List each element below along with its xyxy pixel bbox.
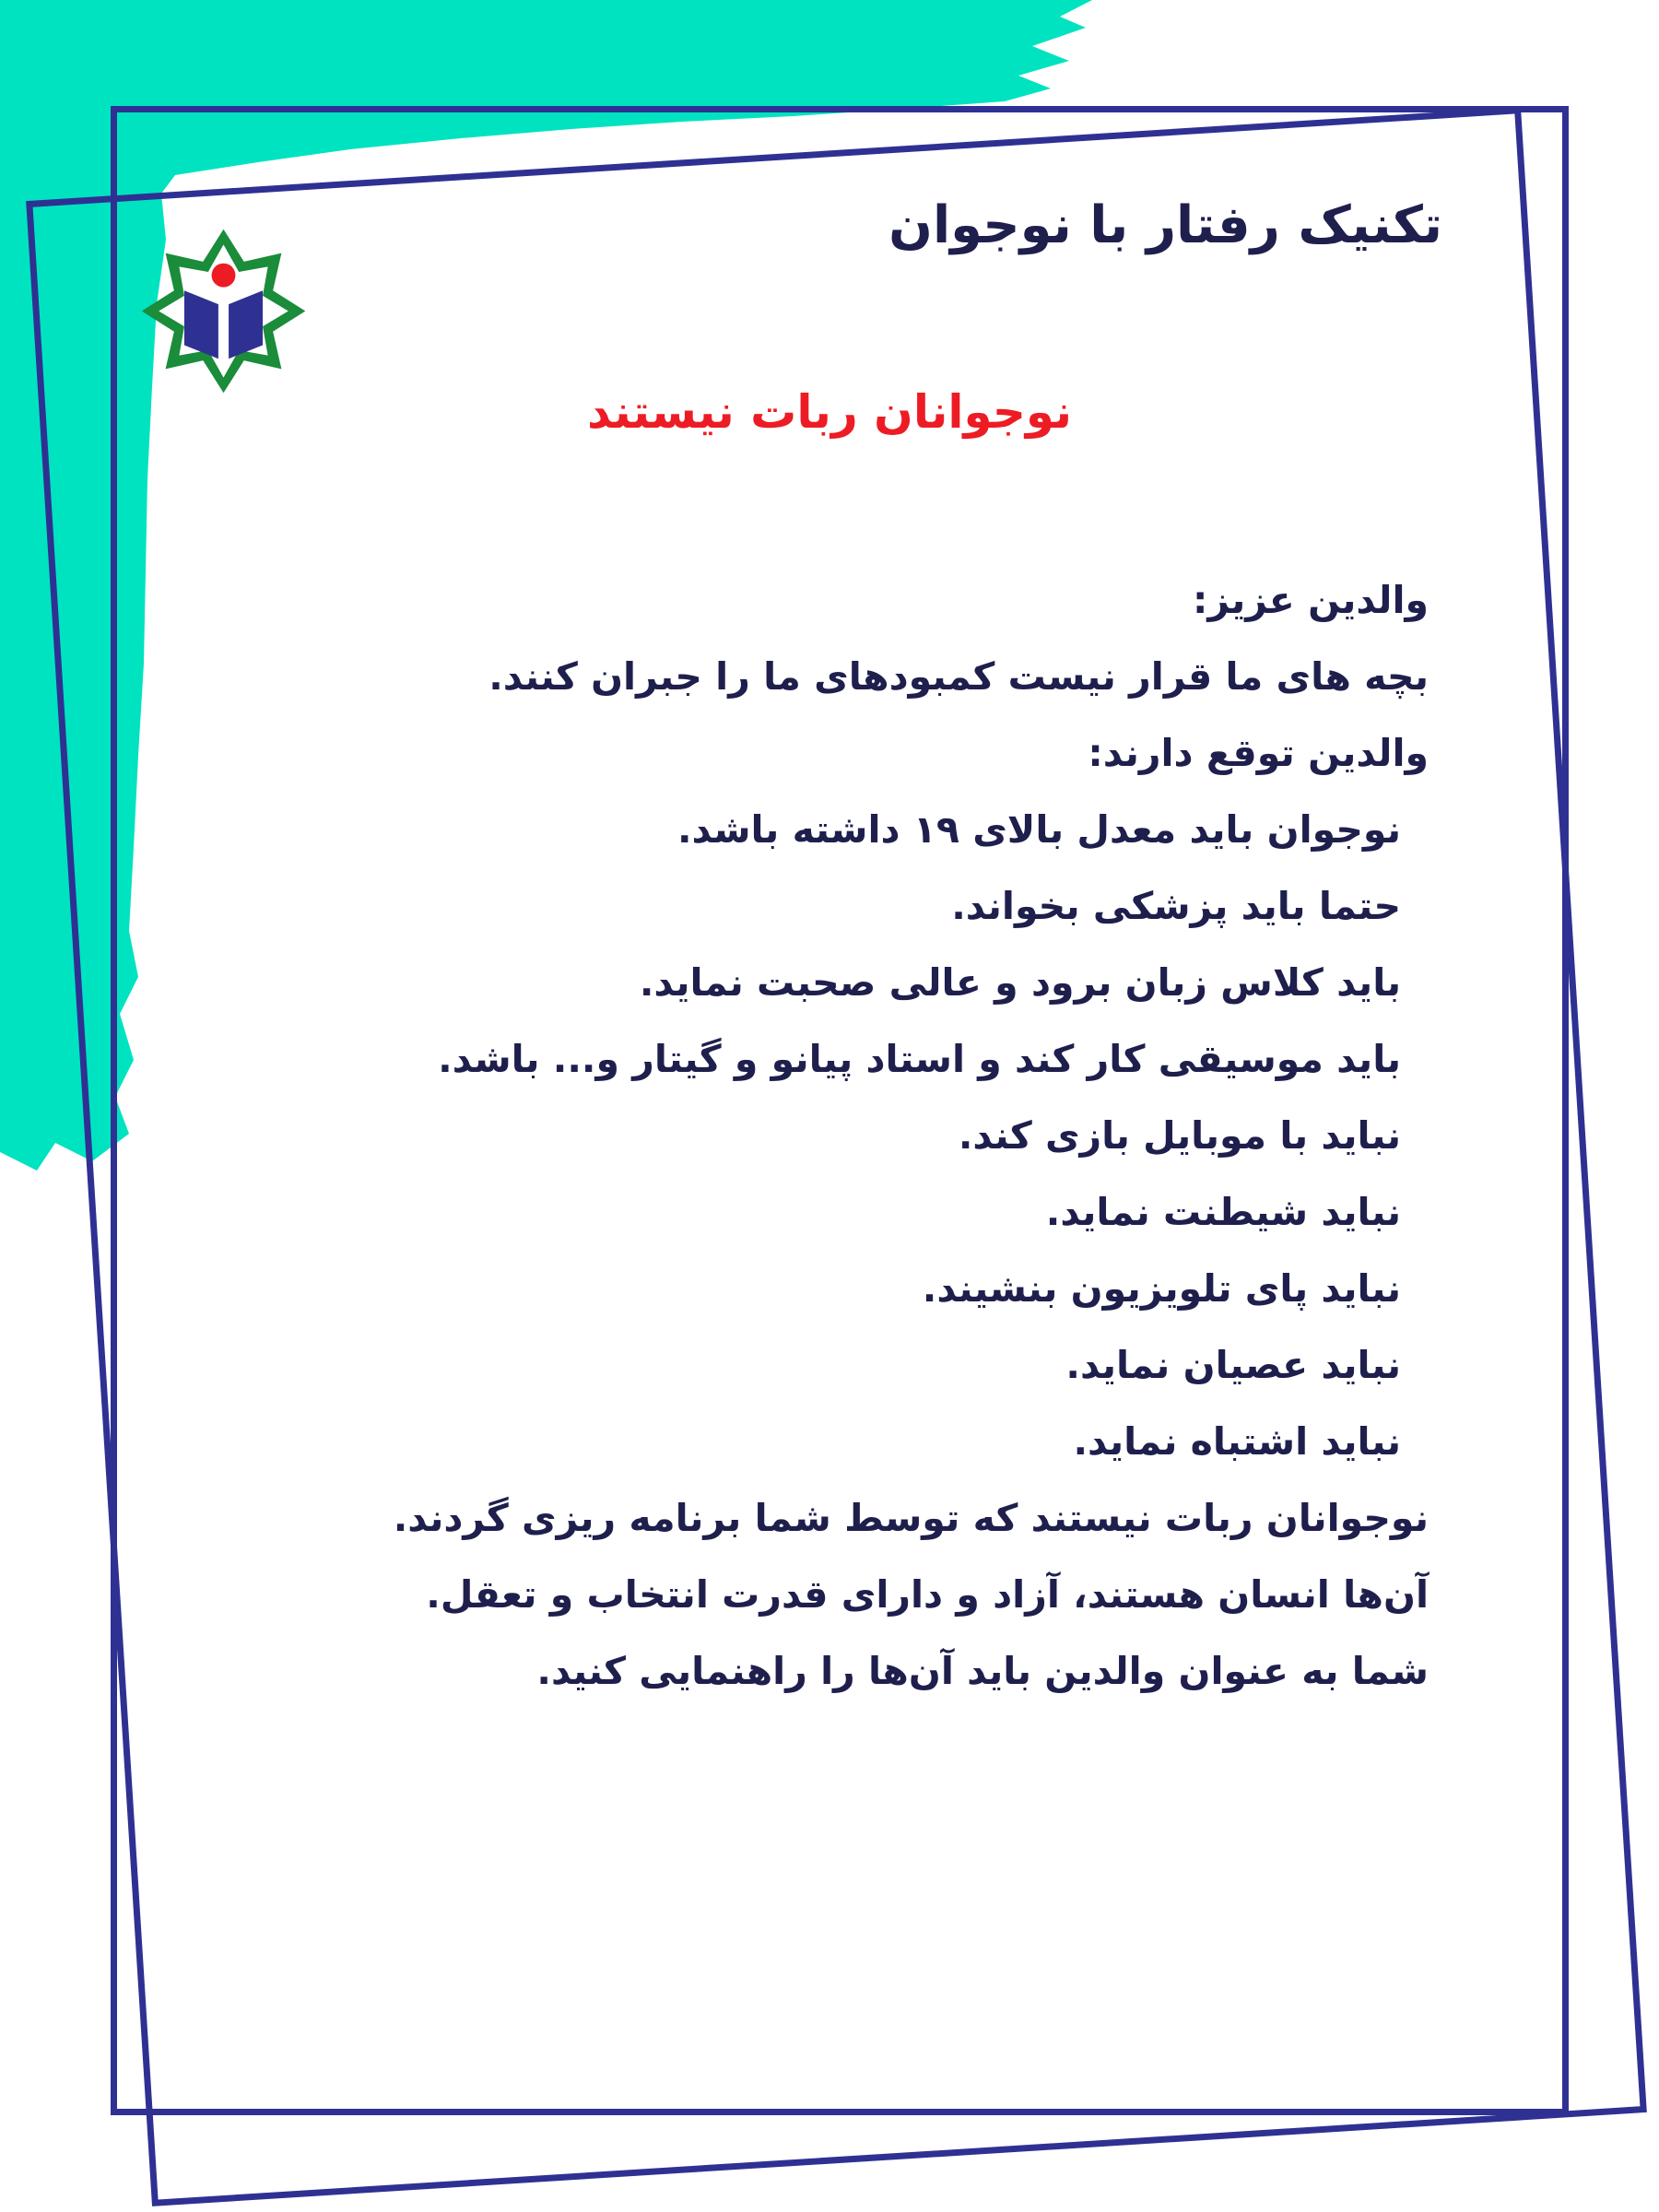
conclusion-line: نوجوانان ربات نیستند که توسط شما برنامه ریزی گردند. — [393, 1496, 1429, 1540]
expectation-item: نباید با موبایل بازی کند. — [958, 1113, 1401, 1158]
expectation-item: باید موسیقی کار کند و استاد پیانو و گیتار و... باشد. — [438, 1037, 1401, 1081]
greeting-line: والدین عزیز: — [1193, 578, 1429, 622]
expectation-item: باید کلاس زبان برود و عالی صحبت نماید. — [639, 960, 1401, 1005]
main-title: تکنیک رفتار با نوجوان — [888, 195, 1442, 255]
expectation-item: نباید عصیان نماید. — [1065, 1343, 1401, 1387]
expectation-item: نباید اشتباه نماید. — [1073, 1419, 1401, 1464]
article-subtitle: نوجوانان ربات نیستند — [586, 385, 1073, 439]
expectations-heading: والدین توقع دارند: — [1088, 731, 1429, 775]
intro-line: بچه های ما قرار نیست کمبودهای ما را جبران کنند. — [488, 654, 1429, 699]
conclusion-line: آن‌ها انسان هستند، آزاد و دارای قدرت انتخاب و تعقل. — [426, 1572, 1429, 1617]
open-book-star-logo — [138, 226, 309, 396]
expectation-item: نباید شیطنت نماید. — [1045, 1190, 1401, 1234]
conclusion-line: شما به عنوان والدین باید آن‌ها را راهنمایی کنید. — [536, 1649, 1429, 1693]
expectation-item: حتما باید پزشکی بخواند. — [951, 884, 1401, 928]
article-body — [184, 562, 1429, 1710]
expectation-item: نباید پای تلویزیون بنشیند. — [922, 1266, 1401, 1311]
expectation-item: نوجوان باید معدل بالای ۱۹ داشته باشد. — [677, 807, 1401, 852]
